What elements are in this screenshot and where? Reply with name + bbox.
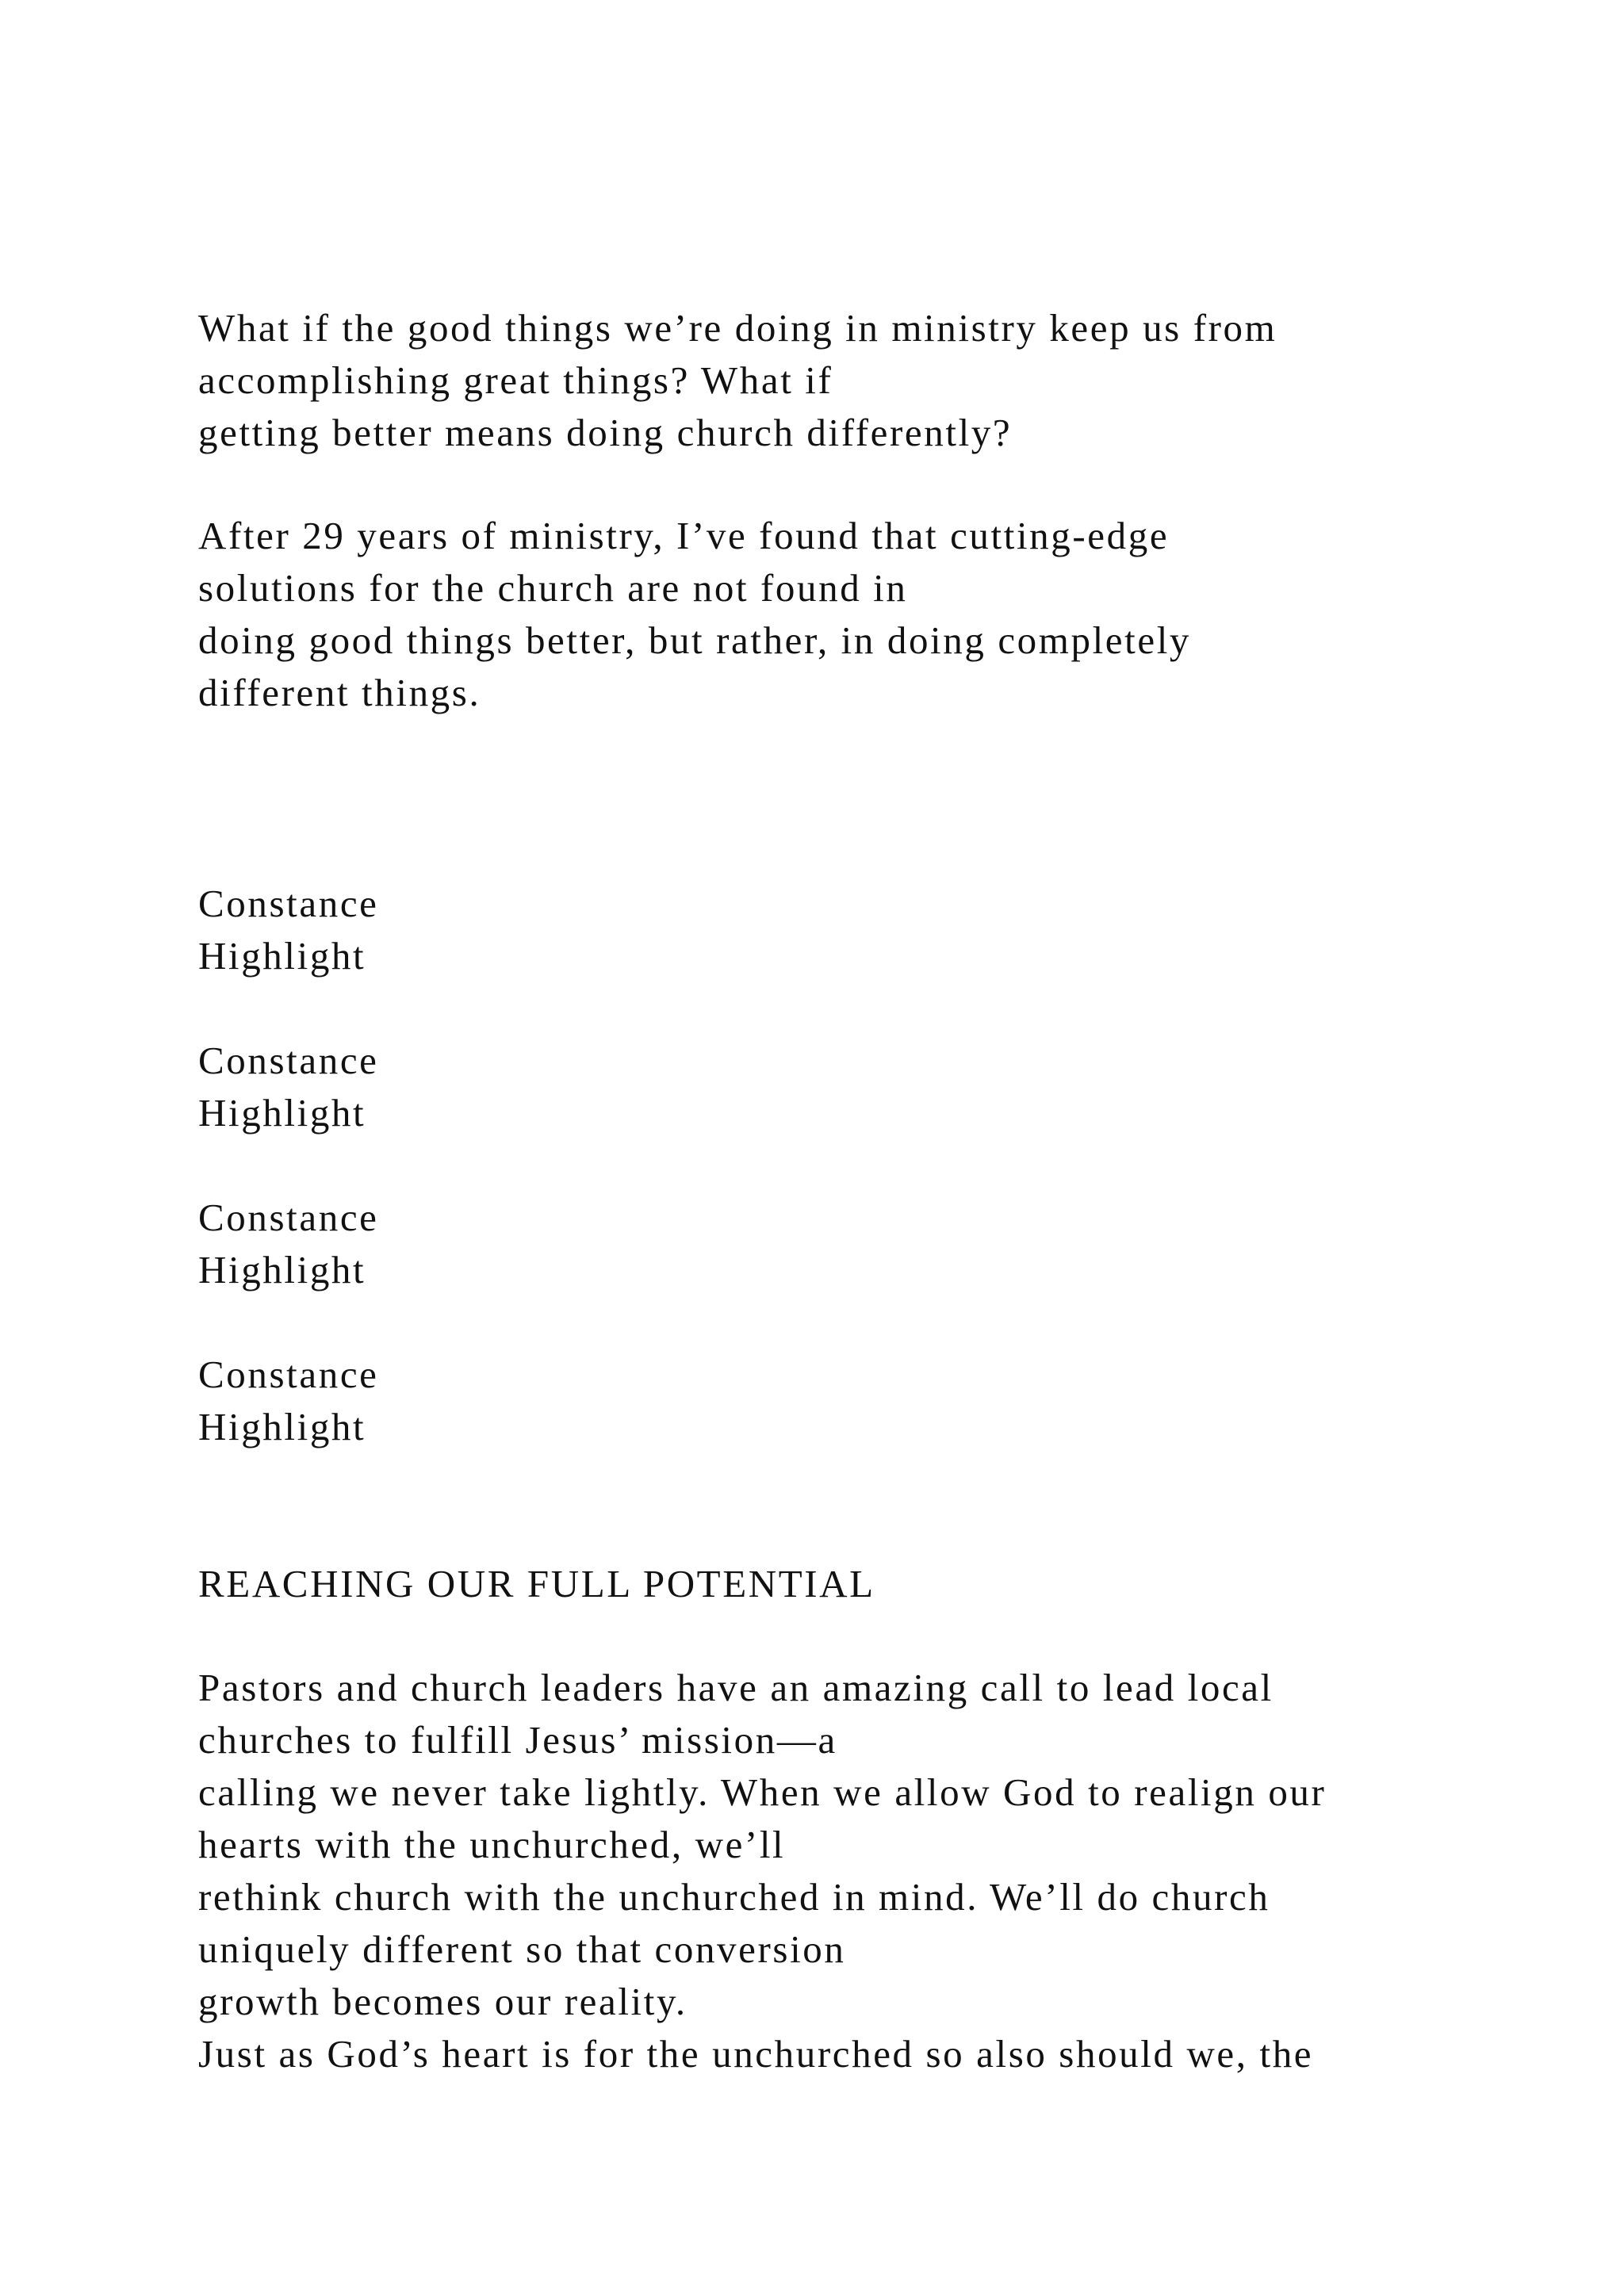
section-line: calling we never take lightly. When we allow God to realign our — [198, 1770, 1327, 1814]
section-line: growth becomes our reality. — [198, 1980, 688, 2023]
annotation-author: Constance — [198, 1196, 379, 1239]
paragraph-line: doing good things better, but rather, in doing completely — [198, 618, 1192, 662]
intro-line: accomplishing great things? What if — [198, 358, 833, 402]
section-line: rethink church with the unchurched in mind. We’ll do church — [198, 1875, 1270, 1919]
paragraph-line: solutions for the church are not found in — [198, 566, 908, 610]
annotation-type: Highlight — [198, 1091, 366, 1135]
paragraph-line: different things. — [198, 671, 481, 714]
annotation-author: Constance — [198, 1039, 379, 1082]
section-line: Pastors and church leaders have an amazing call to lead local — [198, 1666, 1274, 1709]
section-line: churches to fulfill Jesus’ mission—a — [198, 1718, 837, 1762]
annotation-type: Highlight — [198, 1405, 366, 1448]
paragraph-line: After 29 years of ministry, I’ve found that cutting-edge — [198, 514, 1170, 557]
annotation-author: Constance — [198, 882, 379, 925]
section-line: uniquely different so that conversion — [198, 1927, 846, 1971]
annotation-type: Highlight — [198, 934, 366, 978]
intro-line: getting better means doing church differently? — [198, 411, 1013, 454]
annotation-author: Constance — [198, 1353, 379, 1396]
annotation-type: Highlight — [198, 1248, 366, 1292]
section-heading: REACHING OUR FULL POTENTIAL — [198, 1562, 875, 1605]
section-line: Just as God’s heart is for the unchurched so also should we, the — [198, 2032, 1314, 2076]
intro-line: What if the good things we’re doing in ministry keep us from — [198, 306, 1277, 350]
section-line: hearts with the unchurched, we’ll — [198, 1823, 786, 1866]
